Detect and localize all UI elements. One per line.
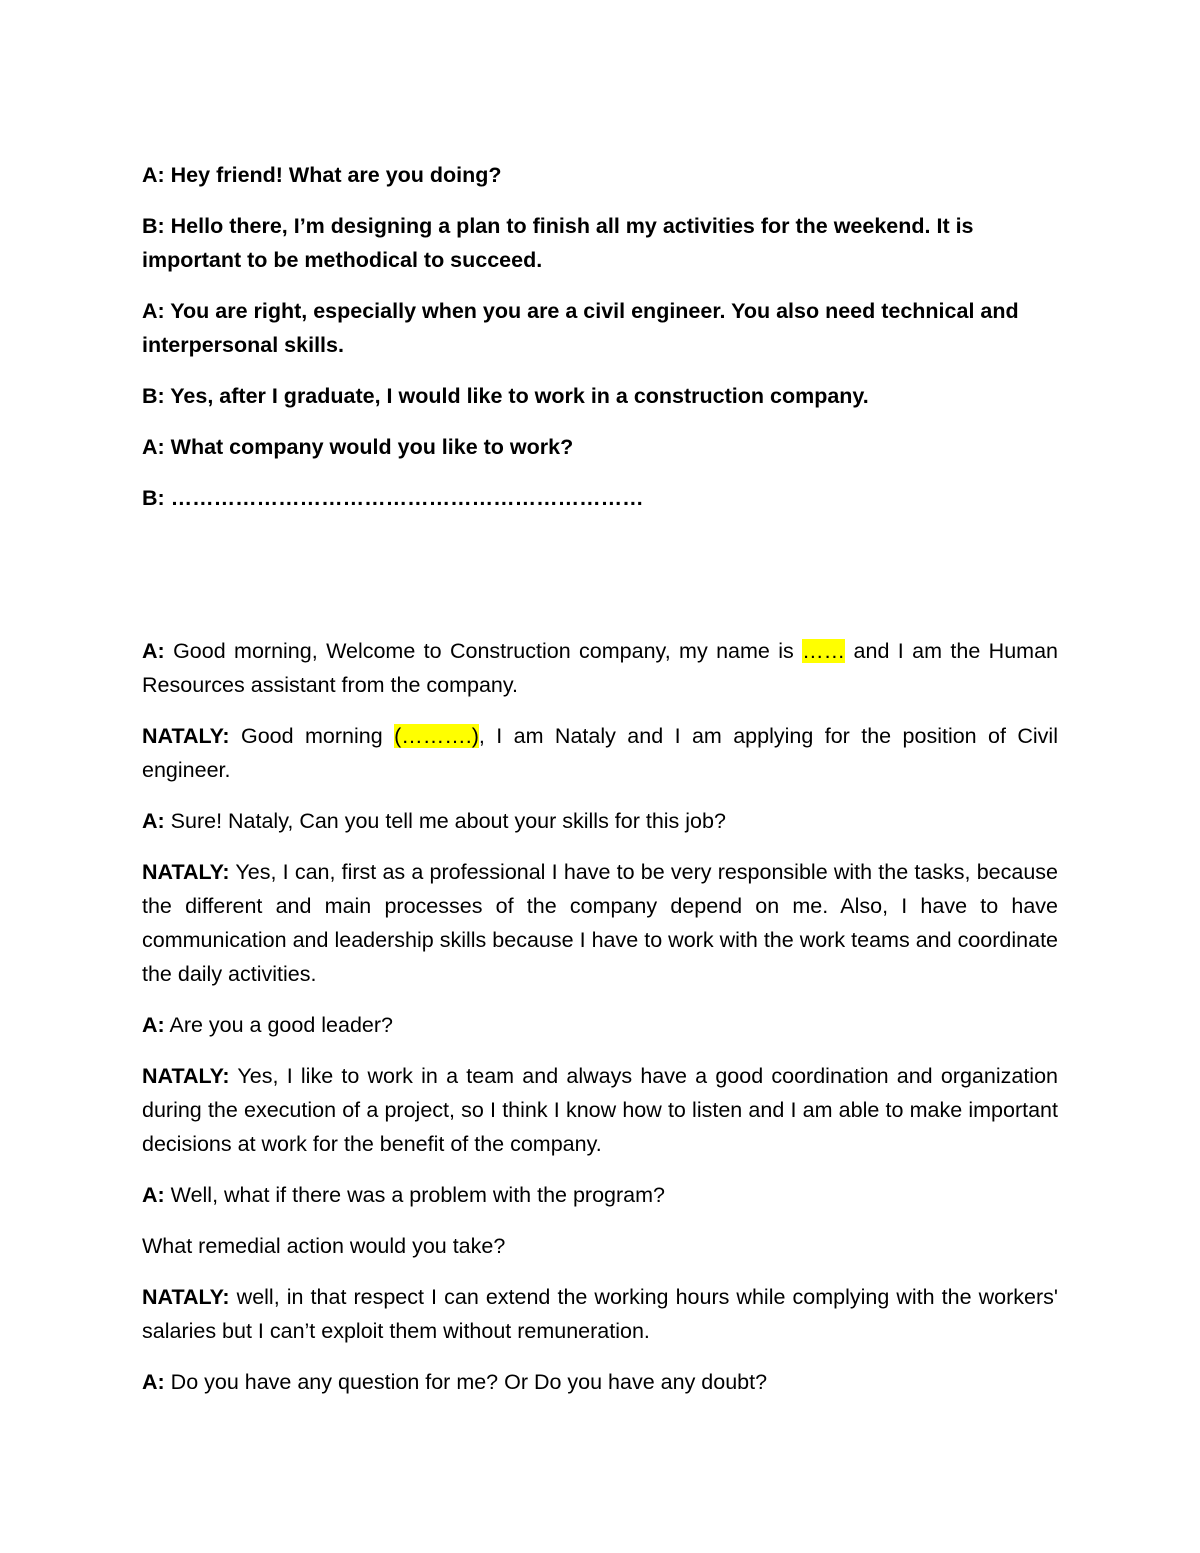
document-body [142,158,1058,1416]
dialogue2-line-10 [142,1365,1058,1399]
dialogue2-line-6 [142,1059,1058,1161]
speaker-label: A: [142,1013,165,1037]
speaker-label: A: [142,639,165,663]
line-text: , I am Nataly and I am applying for the position of Civil engineer. [142,724,1058,782]
dialogue2-line-5 [142,1008,1058,1042]
speaker-label: NATALY: [142,860,230,884]
line-text: well, in that respect I can extend the working hours while complying with the workers' salaries but I can’t exploit them without remuneration. [142,1285,1058,1343]
dialogue1-line-4: B: Yes, after I graduate, I would like to work in a construction company. [142,384,869,408]
dialogue1-line-2: B: Hello there, I’m designing a plan to finish all my activities for the weekend. It is important to be methodical to succeed. [142,214,974,272]
dialogue2-line-7 [142,1178,1058,1212]
dialogue2-line-3 [142,804,1058,838]
dialogue2-line-8 [142,1229,1058,1263]
dialogue2-line-2 [142,719,1058,787]
speaker-label: A: [142,1183,165,1207]
line-text: Sure! Nataly, Can you tell me about your skills for this job? [164,809,726,833]
line-text: Yes, I can, first as a professional I have to be very responsible with the tasks, because the different and main processes of the company depend on me. Also, I have to have communication and leadership skills because I have to work with the work teams and coordinate the daily activities. [142,860,1058,986]
dialogue1-line-1: A: Hey friend! What are you doing? [142,163,502,187]
dialogue2-line-1 [142,634,1058,702]
line-text: Good morning [229,724,395,748]
line-text: Are you a good leader? [164,1013,393,1037]
speaker-label: NATALY: [142,1064,230,1088]
line-text: Yes, I like to work in a team and always have a good coordination and organization during the execution of a project, so I think I know how to listen and I am able to make important decisions at work for the benefit of the company. [142,1064,1058,1156]
speaker-label: A: [142,1370,165,1394]
line-text: Well, what if there was a problem with the program? [164,1183,665,1207]
dialogue2-line-4 [142,855,1058,991]
speaker-label: NATALY: [142,724,230,748]
speaker-label: A: [142,809,165,833]
line-text: Do you have any question for me? Or Do you have any doubt? [164,1370,768,1394]
dialogue1-line-3: A: You are right, especially when you are a civil engineer. You also need technical and interpersonal skills. [142,299,1019,357]
speaker-label: NATALY: [142,1285,230,1309]
section-gap [142,532,1058,634]
line-text: Good morning, Welcome to Construction company, my name is [164,639,803,663]
line-text: What remedial action would you take? [142,1234,506,1258]
line-text: and I am the Human Resources assistant from the company. [142,639,1058,697]
dialogue1-line-5: A: What company would you like to work? [142,435,574,459]
dialogue2-line-9 [142,1280,1058,1348]
dialogue1-line-6: B: ………………………………………………………… [142,486,644,510]
highlighted-blank: …… [802,639,846,663]
highlighted-blank: (……….) [394,724,479,748]
